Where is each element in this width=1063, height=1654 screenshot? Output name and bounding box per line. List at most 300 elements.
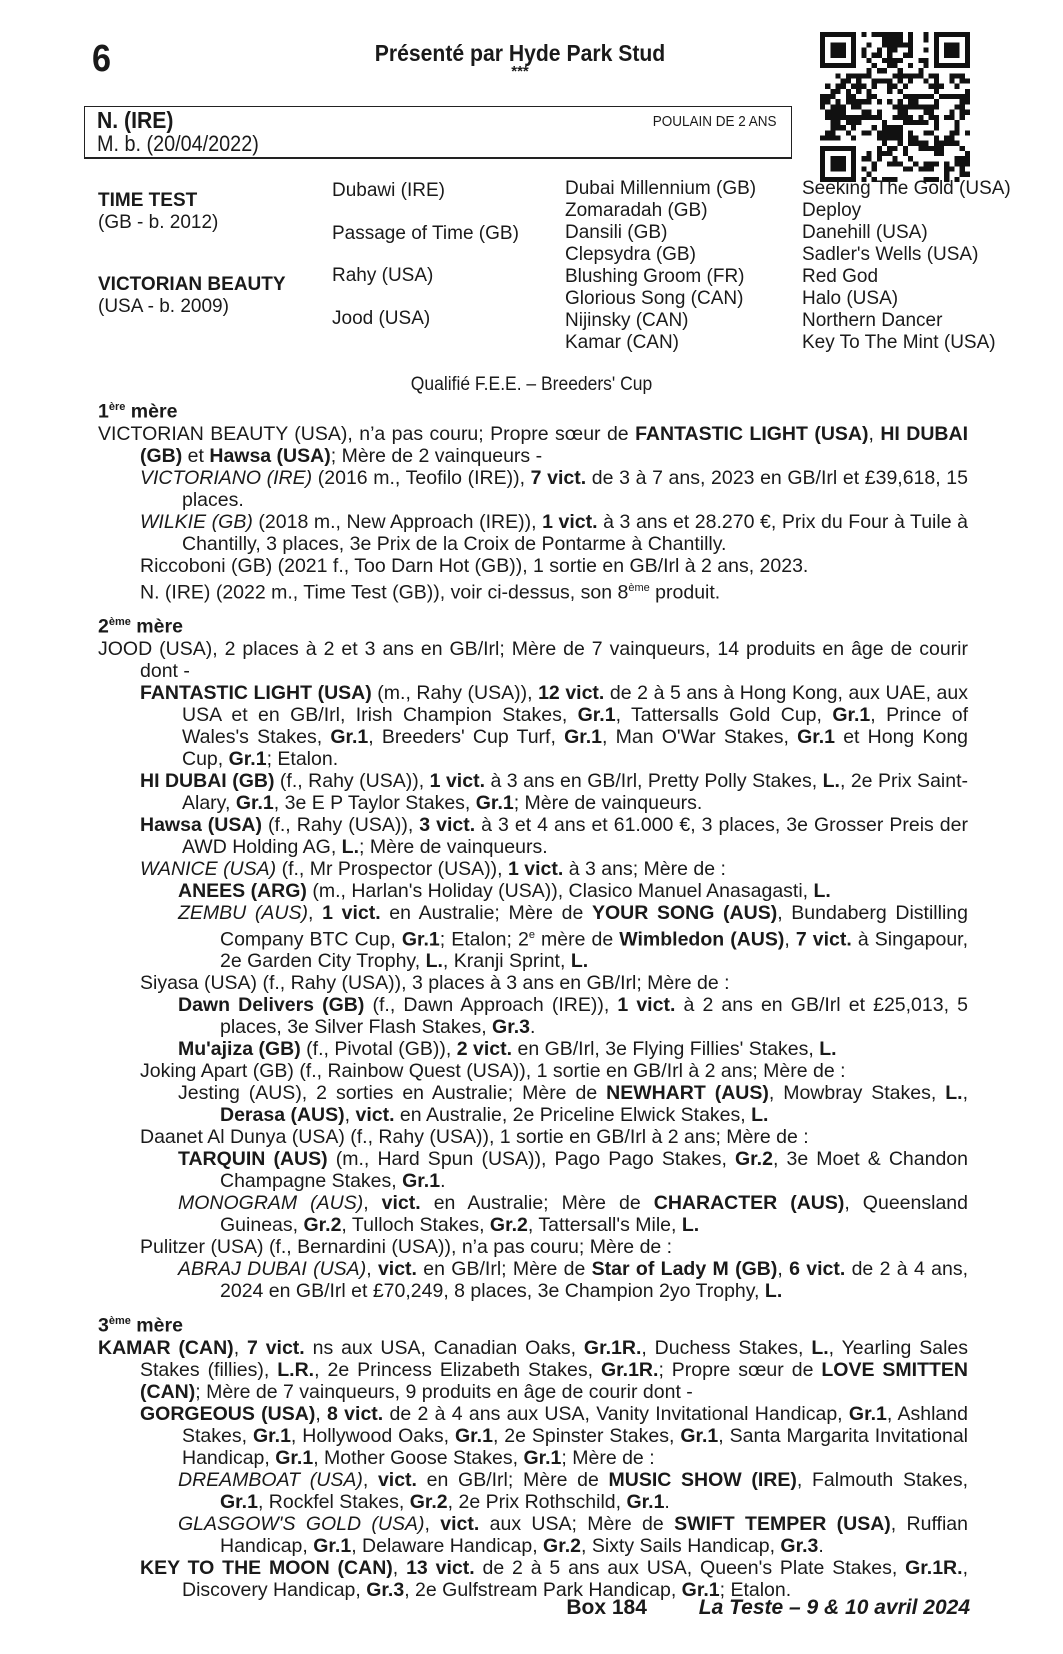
qr-module [882,32,887,37]
qr-module [851,32,856,68]
section-title: 1ère mère [98,400,178,423]
qr-module [903,110,908,115]
qr-module [887,130,892,135]
qr-module [887,58,892,63]
qr-module [867,58,872,63]
produce-entry: VICTORIAN BEAUTY (USA), n’a pas couru; Propre sœur de FANTASTIC LIGHT (USA), HI DUBAI (GB) et Hawsa (USA); Mère de 2 vainqueurs - [98,422,969,467]
qr-module [846,73,851,78]
qr-module [825,110,830,115]
qr-module [882,141,887,146]
qr-module [877,115,882,120]
great-grandparent: Dansili (GB) [565,222,668,243]
qr-module [861,48,866,53]
qr-module [820,32,825,68]
qr-module [898,32,903,37]
qr-module [861,156,866,161]
pedigree-sire [98,190,218,234]
qr-module [934,161,939,166]
presenter-title: Présenté par Hyde Park Stud [374,40,666,66]
qr-module [898,125,903,130]
presenter-stars: *** [511,63,529,80]
qr-module [923,63,928,68]
qr-module [825,115,830,120]
qr-module [960,156,965,161]
qr-module [903,42,908,47]
qr-module [898,130,903,135]
horse-name-box [84,106,792,159]
qr-module [892,48,897,53]
qr-module [872,166,877,171]
qr-module [877,68,882,73]
qr-module [898,161,903,166]
qr-module [949,141,954,146]
produce-entry: WANICE (USA) (f., Mr Prospector (USA)), 1 vict. à 3 ans; Mère de : [140,857,726,880]
qr-module [913,73,918,78]
qr-module [965,79,970,84]
qr-module [851,73,856,78]
great-grandparent: Dubai Millennium (GB) [565,178,757,199]
qr-module [934,32,939,68]
qr-module [903,94,908,99]
qr-module [892,104,897,109]
qr-module [882,125,887,130]
qr-module [949,130,954,135]
qr-module [954,161,959,166]
grandparent: Dubawi (IRE) [332,180,445,201]
qr-module [830,130,835,135]
qr-module [954,120,959,125]
qr-module [892,135,897,140]
qr-module [903,146,908,151]
qr-module [887,151,892,156]
qr-module [898,135,903,140]
qr-module [898,110,903,115]
qr-module [882,68,887,73]
qr-module [923,58,928,63]
qr-module [929,146,934,151]
grandparent: Passage of Time (GB) [332,223,519,244]
qr-module [965,110,970,115]
produce-entry: DREAMBOAT (USA), vict. en GB/Irl; Mère de MUSIC SHOW (IRE), Falmouth Stakes, Gr.1, Rockfel Stakes, Gr.2, 2e Prix Rothschild, Gr.1. [178,1468,968,1513]
qr-module [949,110,954,115]
qr-module [887,146,892,151]
qr-code-icon[interactable] [820,32,970,182]
qr-module [825,99,830,104]
qr-module [934,79,939,84]
qr-module [872,84,877,89]
dam-line-text [98,396,968,1607]
grandparent: Jood (USA) [332,308,431,329]
qr-module [934,146,939,151]
qr-module [934,84,939,89]
qr-module [867,156,872,161]
qr-module [867,115,872,120]
qr-module [882,135,887,140]
qr-module [836,120,841,125]
qr-module [872,53,877,58]
great-grandparent: Clepsydra (GB) [565,244,696,265]
qr-module [949,79,954,84]
produce-entry: VICTORIANO (IRE) (2016 m., Teofilo (IRE)), 7 vict. de 3 à 7 ans, 2023 en GB/Irl et £39,618, 15 places. [140,466,968,511]
qr-module [877,130,882,135]
qr-module [861,130,866,135]
great-grandparent: Kamar (CAN) [565,332,680,353]
qr-module [820,146,825,182]
qr-module [954,94,959,99]
qr-module [960,115,965,120]
lot-number: 6 [92,38,112,80]
qr-module [908,48,913,53]
qr-module [887,63,892,68]
qr-module [856,120,861,125]
qr-module [820,99,825,104]
qr-module [918,115,923,120]
qr-module [820,94,825,99]
qr-module [965,89,970,94]
produce-entry: ABRAJ DUBAI (USA), vict. en GB/Irl; Mère de Star of Lady M (GB), 6 vict. de 2 à 4 ans, 2024 en GB/Irl et £70,249, 8 places, 3e Champion 2yo Trophy, L. [178,1258,968,1302]
qr-module [949,115,954,120]
qr-module [903,53,908,58]
qr-module [929,104,934,109]
pedigree-dam [98,274,286,318]
qr-module [903,120,908,125]
qr-module [887,89,892,94]
qr-module [877,79,882,84]
qr-module [923,120,928,125]
qr-module [944,141,949,146]
qr-module [923,32,928,37]
qr-module [918,94,923,99]
qr-module [965,172,970,177]
qr-module [918,120,923,125]
qr-module [913,161,918,166]
qr-module [929,115,934,120]
produce-entry: GLASGOW'S GOLD (USA), vict. aux USA; Mère de SWIFT TEMPER (USA), Ruffian Handicap, Gr.1, Delaware Handicap, Gr.2, Sixty Sails Handicap, Gr.3. [178,1512,968,1557]
qr-module [830,110,835,115]
qr-module [965,99,970,104]
qr-module [965,130,970,135]
qr-module [887,42,892,47]
qr-module [934,99,939,104]
sire-detail: (GB - b. 2012) [98,212,219,233]
qr-module [913,141,918,146]
qr-module [867,94,872,99]
qr-module [898,37,903,42]
qr-module [867,99,872,104]
qr-module [929,161,934,166]
qr-module [830,120,835,125]
qr-module [908,42,913,47]
produce-entry: Jesting (AUS), 2 sorties en Australie; Mère de NEWHART (AUS), Mowbray Stakes, L., Derasa (AUS), vict. en Australie, 2e Priceline Elwick Stakes, L. [178,1082,968,1126]
produce-entry: TARQUIN (AUS) (m., Hard Spun (USA)), Pago Pago Stakes, Gr.2, 3e Moet & Chandon Champagne Stakes, Gr.1. [178,1148,968,1192]
qr-module [908,166,913,171]
qr-module [929,73,934,78]
produce-entry: MONOGRAM (AUS), vict. en Australie; Mère de CHARACTER (AUS), Queensland Guineas, Gr.2, Tulloch Stakes, Gr.2, Tattersall's Mile, L. [178,1192,968,1236]
qr-module [861,53,866,58]
qr-module [820,135,825,140]
qr-module [836,84,841,89]
qr-module [954,156,959,161]
qr-module [882,42,887,47]
qr-module [903,166,908,171]
qr-module [877,135,882,140]
qr-module [851,135,856,140]
qr-module [908,99,913,104]
qr-module [861,110,866,115]
qr-module [965,161,970,166]
produce-entry: Riccoboni (GB) (2021 f., Too Darn Hot (GB)), 1 sortie en GB/Irl à 2 ans, 2023. [140,554,809,577]
qr-module [913,94,918,99]
qr-module [887,125,892,130]
qr-module [929,166,934,171]
qr-module [882,37,887,42]
qr-module [913,135,918,140]
qr-module [908,73,913,78]
produce-entry: N. (IRE) (2022 m., Time Test (GB)), voir ci-dessus, son 8ème produit. [140,581,721,603]
qr-module [851,125,856,130]
qr-module [867,130,872,135]
qr-module [825,94,830,99]
qr-module [960,172,965,177]
qr-module [887,84,892,89]
qr-module [887,37,892,42]
section-title: 3ème mère [98,1314,183,1337]
qr-module [882,79,887,84]
qr-module [841,110,846,115]
qr-module [908,104,913,109]
qr-module [929,130,934,135]
qr-module [960,94,965,99]
produce-entry: KEY TO THE MOON (CAN), 13 vict. de 2 à 5 ans aux USA, Queen's Plate Stakes, Gr.1R., Discovery Handicap, Gr.3, 2e Gulfstream Park Handicap, Gr.1; Etalon. [140,1556,968,1601]
qr-module [908,120,913,125]
qr-module [918,104,923,109]
qr-module [851,94,856,99]
qr-module [929,94,934,99]
qr-module [960,110,965,115]
qr-module [954,84,959,89]
qr-module [861,115,866,120]
qr-module [918,166,923,171]
qr-module [861,99,866,104]
qr-module [944,166,949,171]
qr-module [949,135,954,140]
qr-module [846,79,851,84]
qr-module [939,151,944,156]
qr-module [960,79,965,84]
qr-module [908,115,913,120]
qr-module [892,115,897,120]
qr-module [965,156,970,161]
qr-module [861,73,866,78]
produce-entry: FANTASTIC LIGHT (USA) (m., Rahy (USA)), 12 vict. de 2 à 5 ans à Hong Kong, aux UAE, aux USA et en GB/Irl, Irish Champion Stakes, Gr.1, Tattersalls Gold Cup, Gr.1, Prince of Wales's Stakes, Gr.1, Breeders' Cup Turf, Gr.1, Man O'War Stakes, Gr.1 et Hong Kong Cup, Gr.1; Etalon. [140,681,969,770]
qr-module [960,146,965,151]
qr-module [892,32,897,37]
great-great-grandparents-column [802,178,1011,354]
qr-module [851,146,856,182]
qr-module [934,141,939,146]
qr-module [892,161,897,166]
qr-module [846,130,851,135]
produce-entry: HI DUBAI (GB) (f., Rahy (USA)), 1 vict. à 3 ans en GB/Irl, Pretty Polly Stakes, L., 2e Prix Saint-Alary, Gr.1, 3e E P Taylor Stakes, Gr.1; Mère de vainqueurs. [140,769,969,814]
qr-module [892,63,897,68]
qr-module [923,48,928,53]
qr-module [903,115,908,120]
qr-module [923,161,928,166]
qr-module [872,32,877,37]
qr-module [892,130,897,135]
dam-section [98,396,968,603]
qr-module [908,63,913,68]
qr-module [908,135,913,140]
qr-module [892,146,897,151]
qr-module [898,89,903,94]
qr-module [872,79,877,84]
qr-module [944,115,949,120]
great-great-grandparent: Seeking The Gold (USA) [802,178,1011,199]
qr-module [820,63,856,68]
qr-module [882,58,887,63]
qr-module [861,166,866,171]
qr-module [923,79,928,84]
qr-module [908,37,913,42]
qr-module [820,104,825,109]
qr-module [882,130,887,135]
qr-module [836,73,841,78]
qr-module [825,135,830,140]
qr-module [872,115,877,120]
qr-module [836,104,841,109]
qr-module [949,94,954,99]
qr-module [898,104,903,109]
great-grandparent: Nijinsky (CAN) [565,310,689,331]
qualification-note: Qualifié F.E.E. – Breeders' Cup [410,374,653,395]
produce-entry: Hawsa (USA) (f., Rahy (USA)), 3 vict. à 3 et 4 ans et 61.000 €, 3 places, 3e Grosser Preis der AWD Holding AG, L.; Mère de vainqueurs. [140,813,968,858]
qr-module [825,84,830,89]
qr-module [856,99,861,104]
dam-section [98,1310,968,1601]
qr-module [934,135,939,140]
qr-module [872,63,877,68]
qr-module [867,73,872,78]
qr-module [846,120,851,125]
qr-module [939,94,944,99]
produce-entry: ZEMBU (AUS), 1 vict. en Australie; Mère de YOUR SONG (AUS), Bundaberg Distilling Company BTC Cup, Gr.1; Etalon; 2e mère de Wimbledon (AUS), 7 vict. à Singapour, 2e Garden City Trophy, L., Kranji Sprint, L. [178,901,968,972]
qr-module [923,141,928,146]
qr-module [960,73,965,78]
qr-module [841,115,846,120]
produce-entry: GORGEOUS (USA), 8 vict. de 2 à 4 ans aux USA, Vanity Invitational Handicap, Gr.1, Ashland Stakes, Gr.1, Hollywood Oaks, Gr.1, 2e Spinster Stakes, Gr.1, Santa Margarita Invitational Handicap, Gr.1, Mother Goose Stakes, Gr.1; Mère de : [140,1402,969,1469]
qr-module [898,115,903,120]
qr-module [944,172,949,177]
qr-module [892,58,897,63]
qr-module [954,125,959,130]
qr-module [825,130,830,135]
qr-module [846,94,851,99]
qr-module [856,84,861,89]
qr-module [841,125,846,130]
sale-event: La Teste – 9 & 10 avril 2024 [698,1596,970,1619]
qr-module [918,68,923,73]
horse-description: M. b. (20/04/2022) [97,131,259,156]
qr-module [887,99,892,104]
qr-module [929,84,934,89]
great-grandparent: Glorious Song (CAN) [565,288,744,309]
qr-module [913,104,918,109]
qr-module [877,32,882,37]
qr-module [830,115,835,120]
pedigree-table [0,178,1063,363]
qr-module [851,115,856,120]
produce-entry: Mu'ajiza (GB) (f., Pivotal (GB)), 2 vict. en GB/Irl, 3e Flying Fillies' Stakes, L. [178,1038,837,1060]
qr-module [892,73,897,78]
qr-module [830,125,835,130]
qr-module [923,130,928,135]
qr-module [898,73,903,78]
section-title: 2ème mère [98,615,183,638]
great-great-grandparent: Halo (USA) [802,288,899,309]
qr-module [820,146,856,151]
qr-module [851,120,856,125]
great-great-grandparent: Danehill (USA) [802,222,928,243]
qr-module [887,53,892,58]
qr-module [908,156,913,161]
qr-module [892,37,897,42]
qr-module [903,73,908,78]
qr-module [882,151,887,156]
great-great-grandparent: Northern Dancer [802,310,943,331]
qr-module [934,89,939,94]
qr-module [877,99,882,104]
qr-module [867,110,872,115]
qr-module [877,151,882,156]
qr-module [954,141,959,146]
qr-module [923,166,928,171]
qr-module [846,115,851,120]
qr-module [820,32,856,37]
qr-module [830,89,835,94]
qr-module [903,104,908,109]
qr-module [856,104,861,109]
qr-module [954,73,959,78]
qr-module [965,32,970,68]
qr-module [923,110,928,115]
great-grandparent: Zomaradah (GB) [565,200,708,221]
qr-module [856,115,861,120]
qr-module [898,42,903,47]
qr-module [960,104,965,109]
qr-module [867,68,872,73]
qr-module [934,63,970,68]
produce-entry: Daanet Al Dunya (USA) (f., Rahy (USA)), 1 sortie en GB/Irl à 2 ans; Mère de : [140,1126,809,1148]
qr-module [944,161,949,166]
qr-module [934,120,939,125]
qr-module [867,151,872,156]
qr-module [856,79,861,84]
qr-module [882,120,887,125]
qr-module [949,73,954,78]
qr-module [913,99,918,104]
qr-module [830,42,846,58]
produce-entry: KAMAR (CAN), 7 vict. ns aux USA, Canadian Oaks, Gr.1R., Duchess Stakes, L., Yearling Sales Stakes (fillies), L.R., 2e Princess Elizabeth Stakes, Gr.1R.; Propre sœur de LOVE SMITTEN (CAN); Mère de 7 vainqueurs, 9 produits en âge de courir dont - [98,1336,968,1403]
box-number: Box 184 [566,1596,647,1619]
qr-module [836,135,841,140]
produce-entry: Siyasa (USA) (f., Rahy (USA)), 3 places à 3 ans en GB/Irl; Mère de : [140,972,730,994]
qr-module [949,166,954,171]
qr-module [934,151,939,156]
qr-module [918,58,923,63]
qr-module [836,99,841,104]
grandparent: Rahy (USA) [332,265,434,286]
